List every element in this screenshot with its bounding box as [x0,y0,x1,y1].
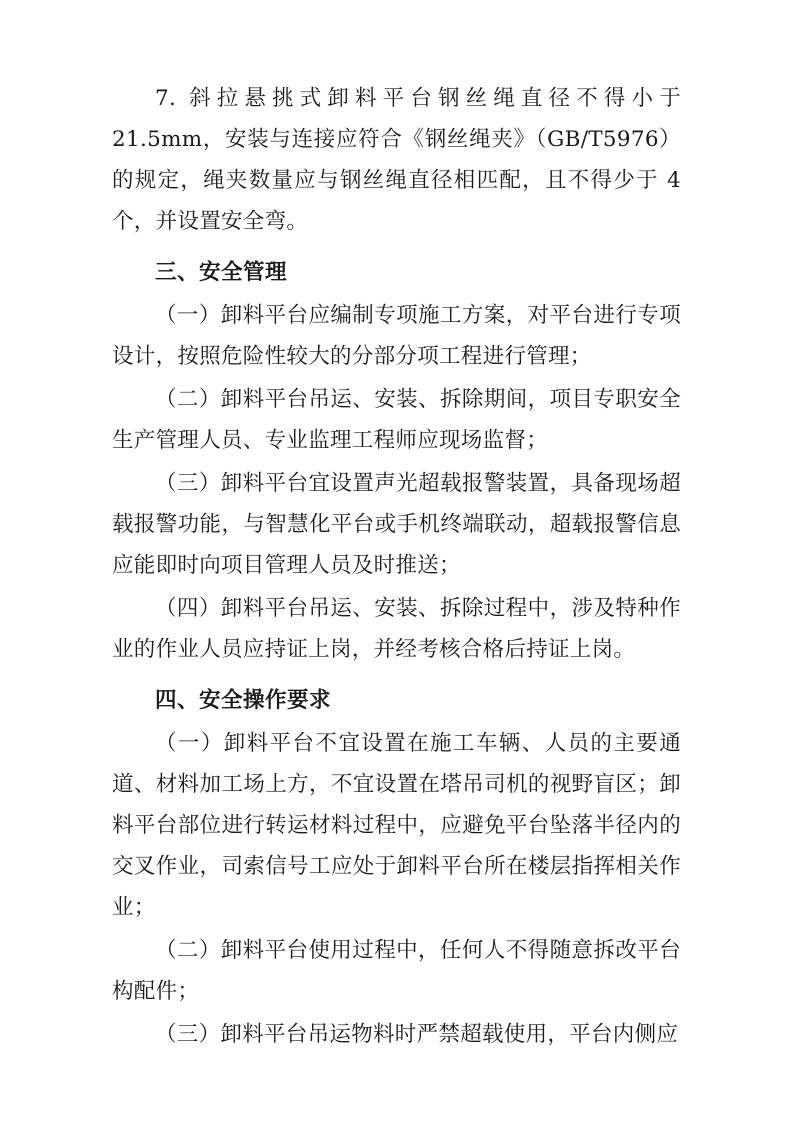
paragraph-three-2: （二）卸料平台吊运、安装、拆除期间，项目专职安全生产管理人员、专业监理工程师应现场监督； [112,387,681,453]
document-body [112,78,681,1055]
heading-section-four: 四、安全操作要求 [155,688,332,713]
paragraph-three-1: （一）卸料平台应编制专项施工方案，对平台进行专项设计，按照危险性较大的分部分项工程进行管理； [112,303,681,369]
paragraph-four-3: （三）卸料平台吊运物料时严禁超载使用，平台内侧应 [155,1022,679,1047]
paragraph-three-4: （四）卸料平台吊运、安装、拆除过程中，涉及特种作业的作业人员应持证上岗，并经考核合格后持证上岗。 [112,596,681,662]
paragraph-item-7: 7. 斜拉悬挑式卸料平台钢丝绳直径不得小于 21.5mm，安装与连接应符合《钢丝绳夹》（GB/T5976）的规定，绳夹数量应与钢丝绳直径相匹配，且不得少于 4 个，并设置安全弯。 [112,86,681,234]
paragraph-four-1: （一）卸料平台不宜设置在施工车辆、人员的主要通道、材料加工场上方，不宜设置在塔吊司机的视野盲区；卸料平台部位进行转运材料过程中，应避免平台坠落半径内的交叉作业，司索信号工应处于卸料平台所在楼层指挥相关作业； [112,731,681,920]
paragraph-four-2: （二）卸料平台使用过程中，任何人不得随意拆改平台构配件； [112,938,681,1004]
heading-section-three: 三、安全管理 [155,260,288,285]
paragraph-three-3: （三）卸料平台宜设置声光超载报警装置，具备现场超载报警功能，与智慧化平台或手机终端联动，超载报警信息应能即时向项目管理人员及时推送； [112,471,681,578]
